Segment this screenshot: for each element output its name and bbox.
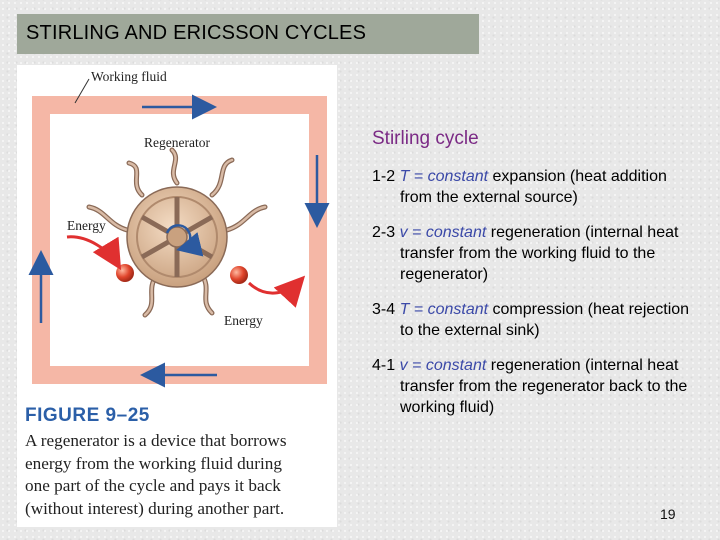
process-condition: T = constant — [399, 168, 489, 185]
energy-ball-in — [116, 264, 134, 282]
energy-out-label: Energy — [224, 313, 263, 328]
working-fluid-label: Working fluid — [91, 69, 167, 84]
stirling-heading: Stirling cycle — [372, 128, 479, 149]
process-item — [372, 166, 702, 208]
process-item — [372, 355, 702, 418]
slide-title: STIRLING AND ERICSSON CYCLES — [26, 22, 367, 44]
process-condition: v = constant — [399, 224, 487, 241]
process-condition: T = constant — [399, 301, 489, 318]
page-number: 19 — [660, 506, 676, 522]
process-description: expansion (heat addition from the external source) — [400, 168, 667, 206]
process-number: 2-3 — [372, 224, 396, 241]
regenerator-diagram — [17, 65, 337, 405]
process-condition: v = constant — [399, 357, 487, 374]
process-item — [372, 222, 702, 285]
process-number: 4-1 — [372, 357, 396, 374]
process-item — [372, 299, 702, 341]
process-description: regeneration (internal heat transfer from the regenerator back to the working fluid) — [400, 357, 688, 416]
process-description: compression (heat rejection to the external sink) — [400, 301, 690, 339]
stirling-content — [372, 128, 702, 432]
process-number: 1-2 — [372, 168, 396, 185]
figure-caption: A regenerator is a device that borrows energy from the working fluid during one part of the cycle and pays it back (without interest) during another part. — [25, 431, 287, 518]
process-number: 3-4 — [372, 301, 396, 318]
process-description: regeneration (internal heat transfer from the working fluid to the regenerator) — [400, 224, 679, 283]
energy-in-label: Energy — [67, 218, 106, 233]
regenerator-label: Regenerator — [144, 135, 210, 150]
figure-panel — [17, 65, 337, 527]
energy-ball-out — [230, 266, 248, 284]
figure-label: FIGURE 9–25 — [25, 405, 150, 426]
